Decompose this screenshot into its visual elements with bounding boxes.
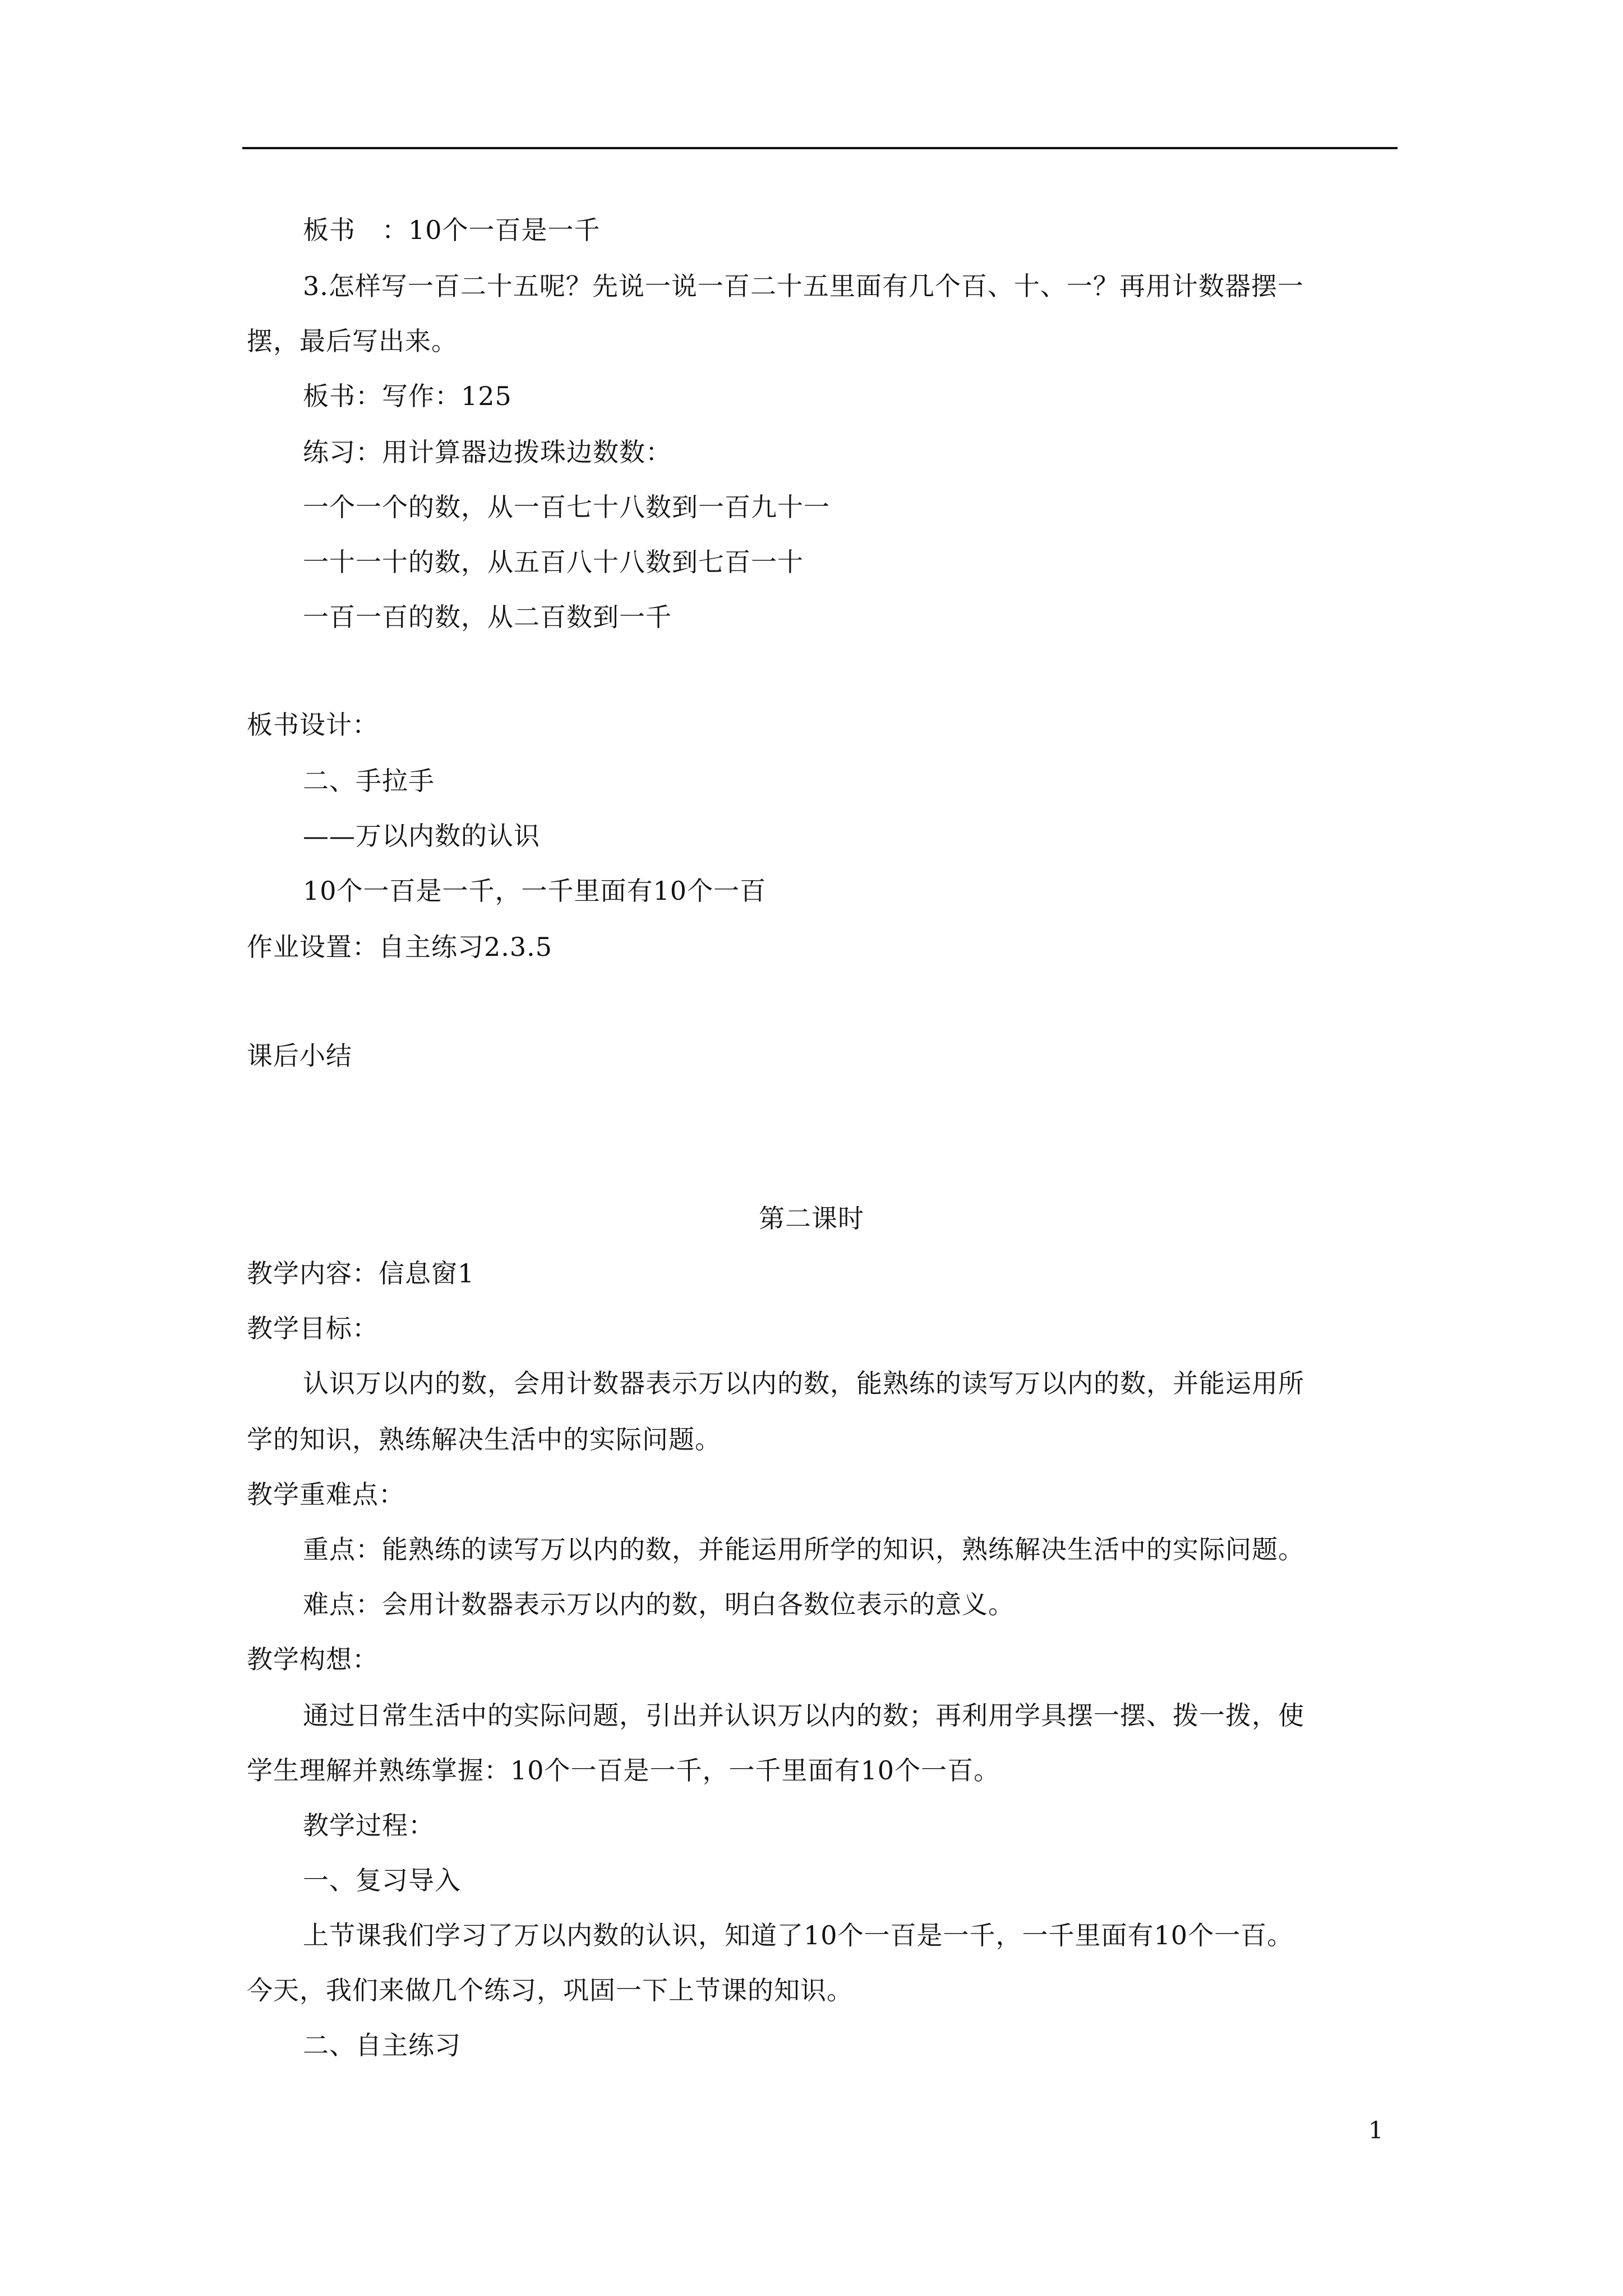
text-line: 10个一百是一千，一千里面有10个一百 — [303, 876, 767, 906]
text-line: 摆，最后写出来。 — [247, 326, 458, 356]
text-line: 学的知识，熟练解决生活中的实际问题。 — [247, 1424, 721, 1455]
text-line: 一十一十的数，从五百八十八数到七百一十 — [303, 547, 804, 577]
section-heading: 教学内容：信息窗1 — [247, 1258, 475, 1289]
text-line: 今天，我们来做几个练习，巩固一下上节课的知识。 — [247, 1975, 853, 2005]
header-rule — [242, 147, 1398, 149]
text-line: 难点：会用计数器表示万以内的数，明白各数位表示的意义。 — [303, 1589, 1015, 1619]
text-line: 二、自主练习 — [303, 2030, 461, 2060]
text-line: 练习：用计算器边拨珠边数数： — [303, 437, 672, 467]
text-line: 一、复习导入 — [303, 1865, 461, 1895]
section-heading: 作业设置：自主练习2.3.5 — [247, 932, 553, 962]
section-heading: 课后小结 — [247, 1041, 352, 1071]
text-line: ——万以内数的认识 — [303, 821, 540, 851]
text-line: 二、手拉手 — [303, 766, 435, 796]
text-line: 上节课我们学习了万以内数的认识，知道了10个一百是一千，一千里面有10个一百。 — [303, 1920, 1294, 1950]
text-line: 通过日常生活中的实际问题，引出并认识万以内的数；再利用学具摆一摆、拨一拨，使 — [303, 1700, 1304, 1731]
text-line: 重点：能熟练的读写万以内的数，并能运用所学的知识，熟练解决生活中的实际问题。 — [303, 1534, 1304, 1565]
section-heading: 教学构想： — [247, 1644, 379, 1674]
text-line: 教学过程： — [303, 1810, 435, 1841]
text-line: 板书：写作：125 — [303, 381, 512, 411]
text-line: 学生理解并熟练掌握：10个一百是一千，一千里面有10个一百。 — [247, 1755, 1000, 1786]
section-heading: 教学目标： — [247, 1313, 379, 1343]
lesson-title: 第二课时 — [759, 1203, 864, 1234]
text-line: 一个一个的数，从一百七十八数到一百九十一 — [303, 492, 830, 522]
text-line: 认识万以内的数，会用计数器表示万以内的数，能熟练的读写万以内的数，并能运用所 — [303, 1368, 1304, 1398]
page-number: 1 — [1368, 2116, 1384, 2144]
section-heading: 教学重难点： — [247, 1479, 405, 1510]
section-heading: 板书设计： — [247, 710, 379, 740]
text-line: 一百一百的数，从二百数到一千 — [303, 602, 672, 632]
text-line: 板书 ：10个一百是一千 — [303, 215, 601, 245]
text-line: 3.怎样写一百二十五呢？先说一说一百二十五里面有几个百、十、一？再用计数器摆一 — [303, 271, 1304, 301]
